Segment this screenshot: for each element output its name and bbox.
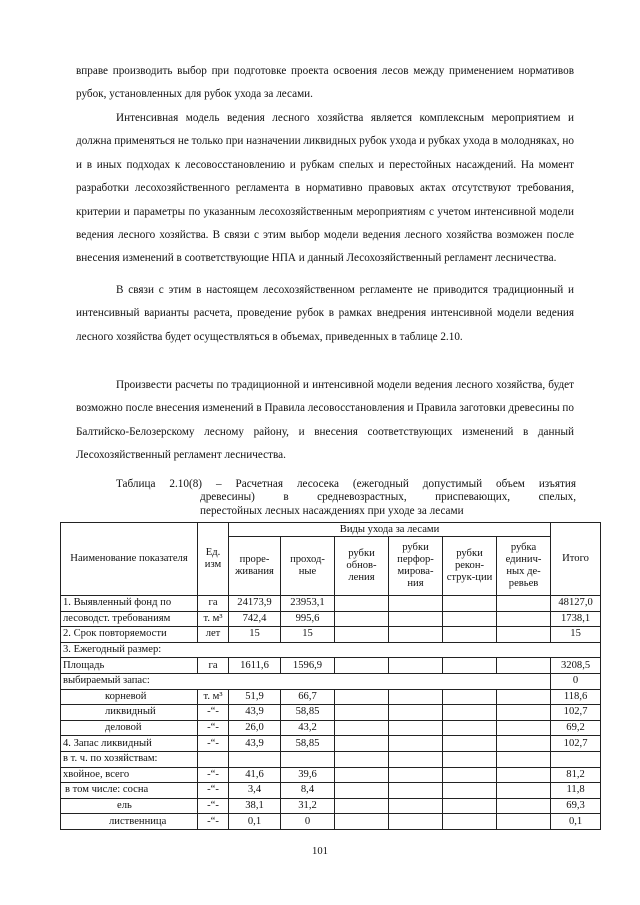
page-number: 101: [312, 846, 328, 857]
row-total: 48127,0: [551, 596, 601, 612]
row-unit: -“-: [198, 783, 229, 799]
row-name: лиственница: [61, 814, 198, 830]
row-unit: -“-: [198, 705, 229, 721]
header-col-single-trees: рубка единич-ных де-ревьев: [497, 537, 551, 596]
row-value-passage: 58,85: [281, 736, 335, 752]
allowable-cut-table: [60, 522, 601, 830]
row-unit: -“-: [198, 798, 229, 814]
row-total: 102,7: [551, 736, 601, 752]
row-name: корневой: [61, 689, 198, 705]
table-caption: [116, 478, 576, 518]
row-name: выбираемый запас:: [61, 673, 551, 689]
paragraph-intensive-model: Интенсивная модель ведения лесного хозяйства является комплексным мероприятием и должна применяться не только при назначении ликвидных рубок ухода и рубках ухода в молодняках, но и в иных подходах к лесовосстановлению и рубкам спелых и перестойных насаждений. На момент разработки лесохозяйственного регламента в нормативно правовых актах отсутствуют требования, критерии и параметры по указанным лесохозяйственным мероприятиям с учетом интенсивной модели ведения лесного хозяйства. В связи с этим выбор модели ведения лесного хозяйства возможен после внесения изменений в соответствующие НПА и данный Лесохозяйственный регламент лесничества.: [76, 112, 574, 265]
row-value-passage: 58,85: [281, 705, 335, 721]
header-name: Наименование показателя: [61, 523, 198, 596]
table-row: [61, 627, 601, 643]
table-row: [61, 642, 601, 658]
caption-line-3: перестойных лесных насаждениях при уходе за лесами: [200, 504, 464, 517]
row-value-thinning: 51,9: [229, 689, 281, 705]
row-unit: т. м³: [198, 611, 229, 627]
row-unit: -“-: [198, 814, 229, 830]
row-value-passage: 31,2: [281, 798, 335, 814]
row-unit: -“-: [198, 720, 229, 736]
row-value-thinning: 742,4: [229, 611, 281, 627]
row-total: 1738,1: [551, 611, 601, 627]
row-name: деловой: [61, 720, 198, 736]
table-row: [61, 673, 601, 689]
row-value-thinning: 0,1: [229, 814, 281, 830]
table-row: [61, 689, 601, 705]
row-name: ель: [61, 798, 198, 814]
row-value-thinning: 15: [229, 627, 281, 643]
header-total: Итого: [551, 523, 601, 596]
table-row: [61, 720, 601, 736]
paragraph-intro: вправе производить выбор при подготовке проекта освоения лесов между применением нормативов рубок, установленных для рубок ухода за лесами.: [76, 65, 574, 101]
header-unit: Ед. изм: [198, 523, 229, 596]
row-total: 15: [551, 627, 601, 643]
row-unit: -“-: [198, 736, 229, 752]
row-total: 0,1: [551, 814, 601, 830]
table-row: [61, 751, 601, 767]
header-col-reformation: рубки перфор-мирова-ния: [389, 537, 443, 596]
header-col-reconstruction: рубки рекон-струк-ции: [443, 537, 497, 596]
row-value-passage: 8,4: [281, 783, 335, 799]
row-name: 2. Срок повторяемости: [61, 627, 198, 643]
caption-line-2: древесины) в средневозрастных, приспевающих, спелых,: [200, 491, 576, 504]
header-group: Виды ухода за лесами: [229, 523, 551, 537]
table-row: [61, 798, 601, 814]
table-row: [61, 658, 601, 674]
row-value-passage: 1596,9: [281, 658, 335, 674]
row-unit: га: [198, 658, 229, 674]
row-value-thinning: 24173,9: [229, 596, 281, 612]
row-value-thinning: 43,9: [229, 705, 281, 721]
row-total: 81,2: [551, 767, 601, 783]
row-value-thinning: 41,6: [229, 767, 281, 783]
row-name: Площадь: [61, 658, 198, 674]
row-total: 0: [551, 673, 601, 689]
row-total: 69,2: [551, 720, 601, 736]
row-value-thinning: 26,0: [229, 720, 281, 736]
row-value-passage: 15: [281, 627, 335, 643]
table-header-row: [61, 523, 601, 537]
paragraph-calculations: Произвести расчеты по традиционной и интенсивной модели ведения лесного хозяйства, будет возможно после внесения изменений в Правила лесовосстановления и Правила заготовки древесины по Балтийско-Белозерскому лесному району, и внесения соответствующих изменений в данный Лесохозяйственный регламент лесничества.: [76, 379, 574, 462]
row-value-thinning: 38,1: [229, 798, 281, 814]
row-value-passage: 66,7: [281, 689, 335, 705]
row-unit: лет: [198, 627, 229, 643]
row-name: 1. Выявленный фонд по: [61, 596, 198, 612]
table-row: [61, 611, 601, 627]
row-name: хвойное, всего: [61, 767, 198, 783]
row-unit: -“-: [198, 767, 229, 783]
row-value-thinning: 3,4: [229, 783, 281, 799]
row-total: 69,3: [551, 798, 601, 814]
header-col-thinning: проре-живания: [229, 537, 281, 596]
row-name: лесоводст. требованиям: [61, 611, 198, 627]
row-value-thinning: 1611,6: [229, 658, 281, 674]
table-row: [61, 596, 601, 612]
row-value-passage: 23953,1: [281, 596, 335, 612]
paragraph-no-variants: В связи с этим в настоящем лесохозяйственном регламенте не приводится традиционный и интенсивный варианты расчета, проведение рубок в рамках внедрения интенсивной модели ведения лесного хозяйства будет осуществляться в объемах, приведенных в таблице 2.10.: [76, 284, 574, 343]
row-value-passage: 995,6: [281, 611, 335, 627]
row-name: в том числе: сосна: [61, 783, 198, 799]
caption-line-1: Таблица 2.10(8) – Расчетная лесосека (ежегодный допустимый объем изъятия: [116, 478, 576, 490]
row-total: 102,7: [551, 705, 601, 721]
row-total: 118,6: [551, 689, 601, 705]
row-total: 3208,5: [551, 658, 601, 674]
row-name: 3. Ежегодный размер:: [61, 642, 601, 658]
row-value-passage: 0: [281, 814, 335, 830]
header-col-passage: проход-ные: [281, 537, 335, 596]
row-name: 4. Запас ликвидный: [61, 736, 198, 752]
row-name: ликвидный: [61, 705, 198, 721]
row-value-thinning: 43,9: [229, 736, 281, 752]
row-total: 11,8: [551, 783, 601, 799]
row-name: в т. ч. по хозяйствам:: [61, 751, 198, 767]
row-unit: т. м³: [198, 689, 229, 705]
table-row: [61, 736, 601, 752]
header-col-renewal: рубки обнов-ления: [335, 537, 389, 596]
table-row: [61, 705, 601, 721]
table-row: [61, 814, 601, 830]
row-unit: га: [198, 596, 229, 612]
table-row: [61, 767, 601, 783]
row-value-passage: 39,6: [281, 767, 335, 783]
table-row: [61, 783, 601, 799]
row-value-passage: 43,2: [281, 720, 335, 736]
